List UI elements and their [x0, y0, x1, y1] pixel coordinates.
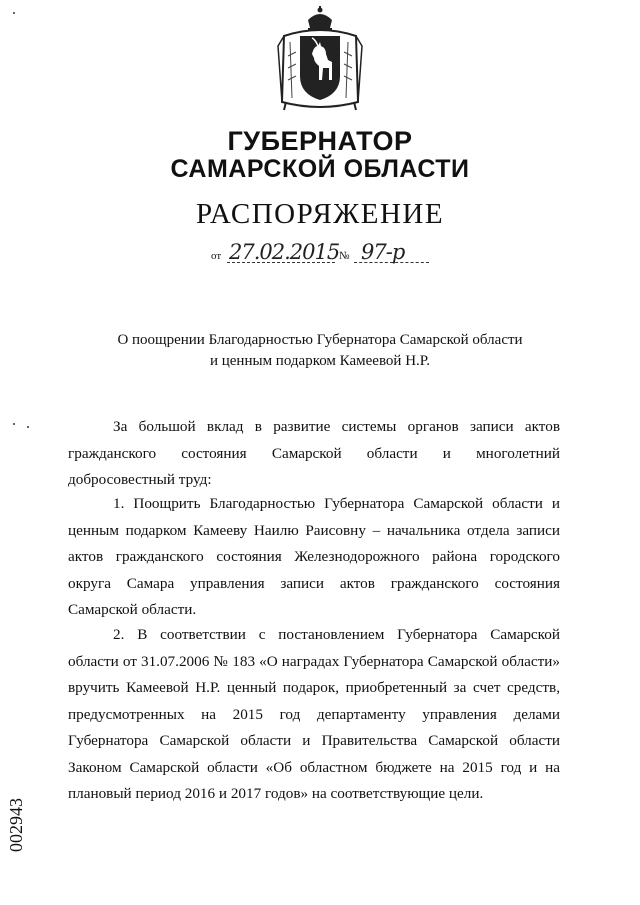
registration-number: 002943	[6, 798, 26, 852]
organization-title-line1: ГУБЕРНАТОР	[227, 126, 413, 156]
date-prefix: от	[211, 250, 222, 262]
document-subject	[0, 330, 640, 372]
scan-speck	[13, 12, 15, 14]
date-number-line	[211, 240, 441, 270]
document-type: РАСПОРЯЖЕНИЕ	[195, 198, 445, 230]
number-prefix: №	[339, 250, 350, 262]
item-2-paragraph: 2. В соответствии с постановлением Губернатора Самарской области от 31.07.2006 № 183 «О наградах Губернатора Самарской области» вручить Камеевой Н.Р. ценный подарок, приобретенный за счет средств, предусмотренных на 2015 год департаменту управления делами Губернатора Самарской области и Правительства Самарской области Законом Самарской области «Об областном бюджете на 2015 год и на плановый период 2016 и 2017 годов» на соответствующие цели.	[68, 626, 560, 802]
scan-speck	[13, 423, 15, 425]
subject-line1: О поощрении Благодарностью Губернатора Самарской области	[117, 332, 523, 348]
intro-paragraph: За большой вклад в развитие системы органов записи актов гражданского состояния Самарской области и многолетний добросовестный труд:	[68, 418, 560, 488]
organization-title-line2: САМАРСКОЙ ОБЛАСТИ	[170, 155, 470, 183]
subject-line2: и ценным подарком Камеевой Н.Р.	[209, 353, 431, 369]
date-handwritten: 27.02.2015	[229, 240, 340, 264]
scan-speck	[27, 426, 29, 428]
item-1-paragraph: 1. Поощрить Благодарностью Губернатора Самарской области и ценным подарком Камееву Наилю Раисовну – начальника отдела записи актов гражданского состояния Железнодорожного района городского округа Самара управления записи актов гражданского состояния Самарской области.	[68, 495, 560, 618]
coat-of-arms-icon	[274, 6, 366, 114]
number-handwritten: 97-р	[361, 240, 405, 264]
